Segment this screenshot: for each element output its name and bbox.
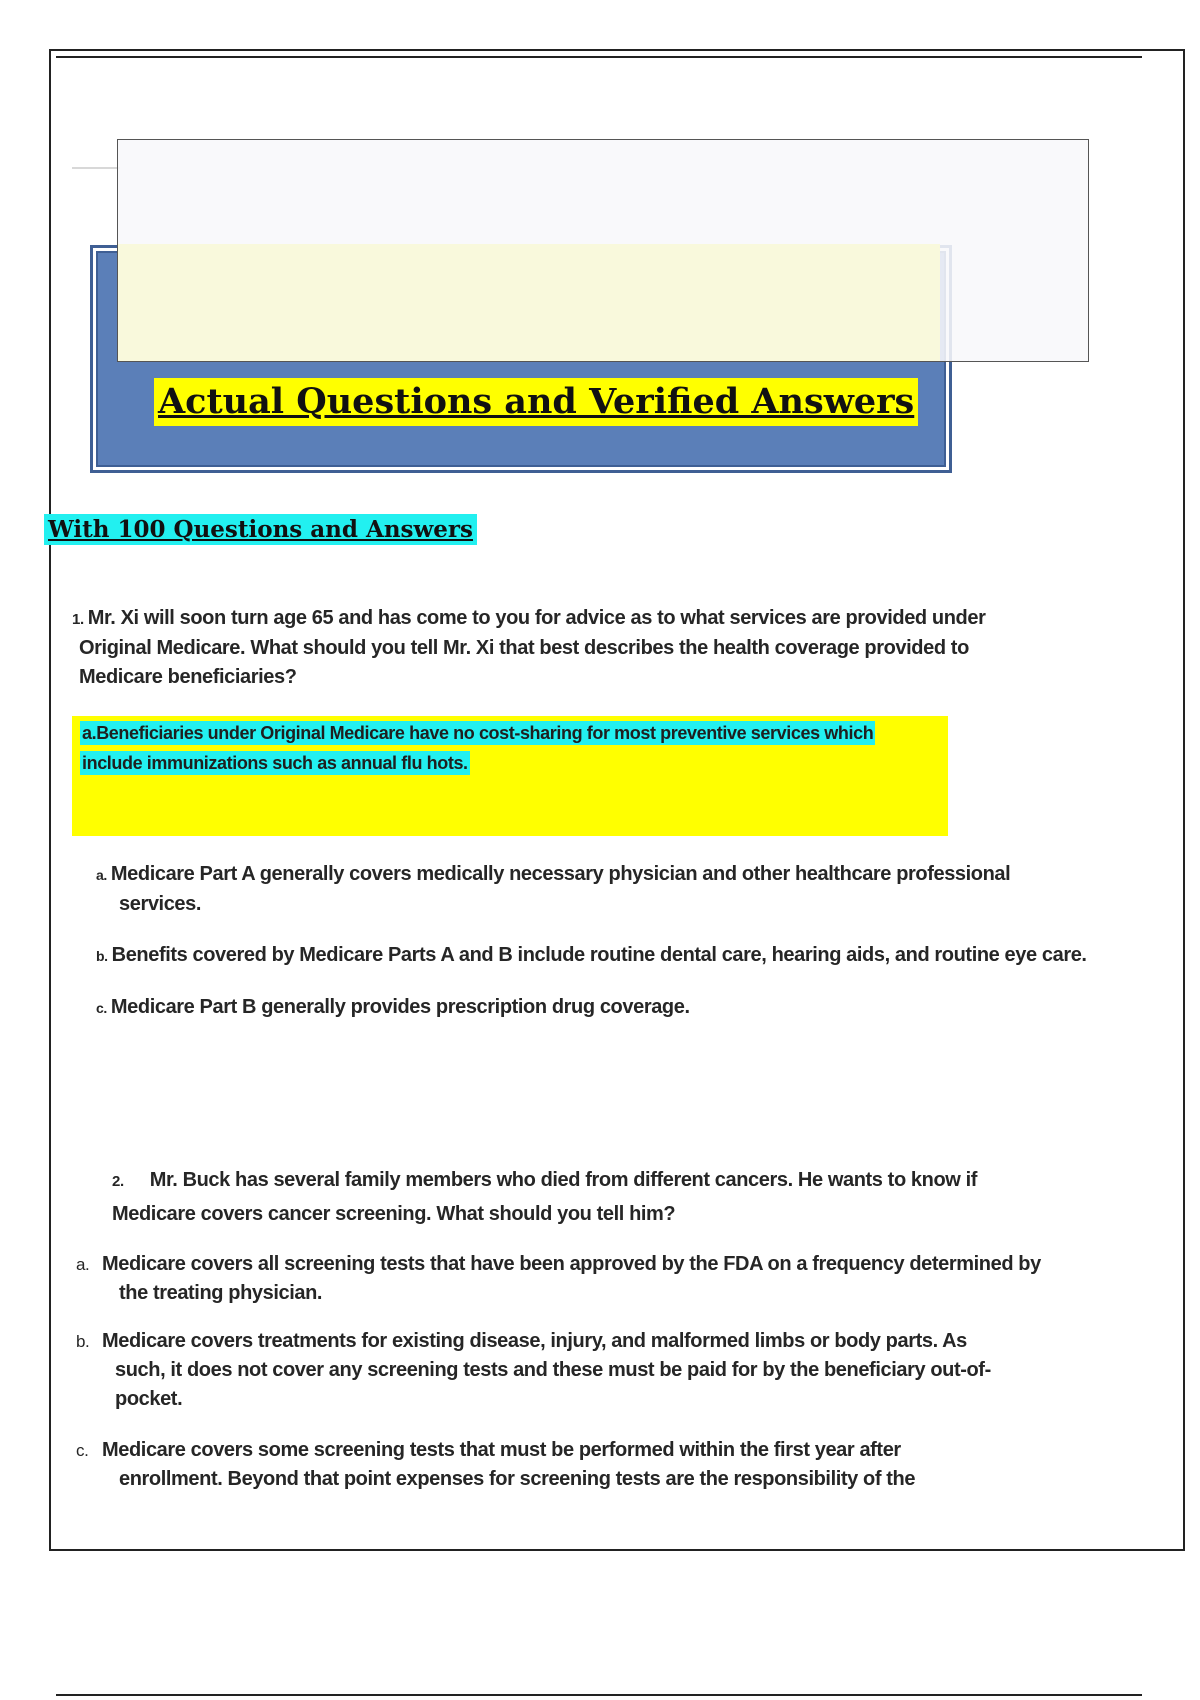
option-text: services. (119, 893, 202, 915)
question-2 (112, 1166, 1112, 1229)
option-letter: c. (96, 1000, 107, 1016)
option-text: enrollment. Beyond that point expenses for screening tests are the responsibility of the (119, 1468, 916, 1490)
answer-option (96, 860, 1096, 919)
question-number: 2. (112, 1173, 124, 1190)
question-text-line: Medicare covers cancer screening. What should you tell him? (112, 1203, 676, 1225)
answer-text-line: a.Beneficiaries under Original Medicare have no cost-sharing for most preventive services which (82, 723, 874, 743)
question-text-line: Mr. Xi will soon turn age 65 and has come to you for advice as to what services are provided under (87, 607, 986, 629)
option-letter: c. (76, 1441, 89, 1460)
option-text: pocket. (115, 1388, 183, 1410)
question-number: 1. (72, 611, 84, 628)
option-letter: a. (76, 1255, 90, 1274)
answer-option (96, 993, 1096, 1023)
decorative-line (72, 167, 120, 169)
option-text: Medicare Part A generally covers medically necessary physician and other healthcare professional (110, 863, 1011, 885)
question-1 (72, 604, 1072, 692)
option-letter: b. (96, 948, 108, 964)
option-text: such, it does not cover any screening tests and these must be paid for by the beneficiary out-of- (115, 1359, 991, 1381)
option-text: Medicare covers all screening tests that have been approved by the FDA on a frequency determined by (102, 1253, 1041, 1275)
answer-text-line: include immunizations such as annual flu hots. (82, 753, 468, 773)
option-text: Medicare Part B generally provides prescription drug coverage. (110, 996, 690, 1018)
option-text: the treating physician. (119, 1282, 323, 1304)
page-subtitle: With 100 Questions and Answers (44, 514, 477, 545)
option-text: Medicare covers some screening tests that must be performed within the first year after (102, 1439, 901, 1461)
answer-option (96, 941, 1196, 971)
answer-option (76, 1327, 1156, 1414)
bottom-rule (56, 1694, 1142, 1696)
question-text-line: Medicare beneficiaries? (79, 666, 297, 688)
correct-answer (80, 718, 940, 778)
answer-option (76, 1436, 1156, 1494)
option-text: Benefits covered by Medicare Parts A and B include routine dental care, hearing aids, and routine eye care. (111, 944, 1087, 966)
answer-option (76, 1250, 1156, 1308)
option-letter: b. (76, 1332, 90, 1351)
header-box (117, 139, 1089, 362)
option-text: Medicare covers treatments for existing disease, injury, and malformed limbs or body parts. As (102, 1330, 967, 1352)
question-text-line: Mr. Buck has several family members who died from different cancers. He wants to know if (149, 1169, 977, 1191)
page-title: Actual Questions and Verified Answers (154, 378, 918, 426)
question-text-line: Original Medicare. What should you tell Mr. Xi that best describes the health coverage provided to (79, 637, 969, 659)
option-letter: a. (96, 867, 107, 883)
